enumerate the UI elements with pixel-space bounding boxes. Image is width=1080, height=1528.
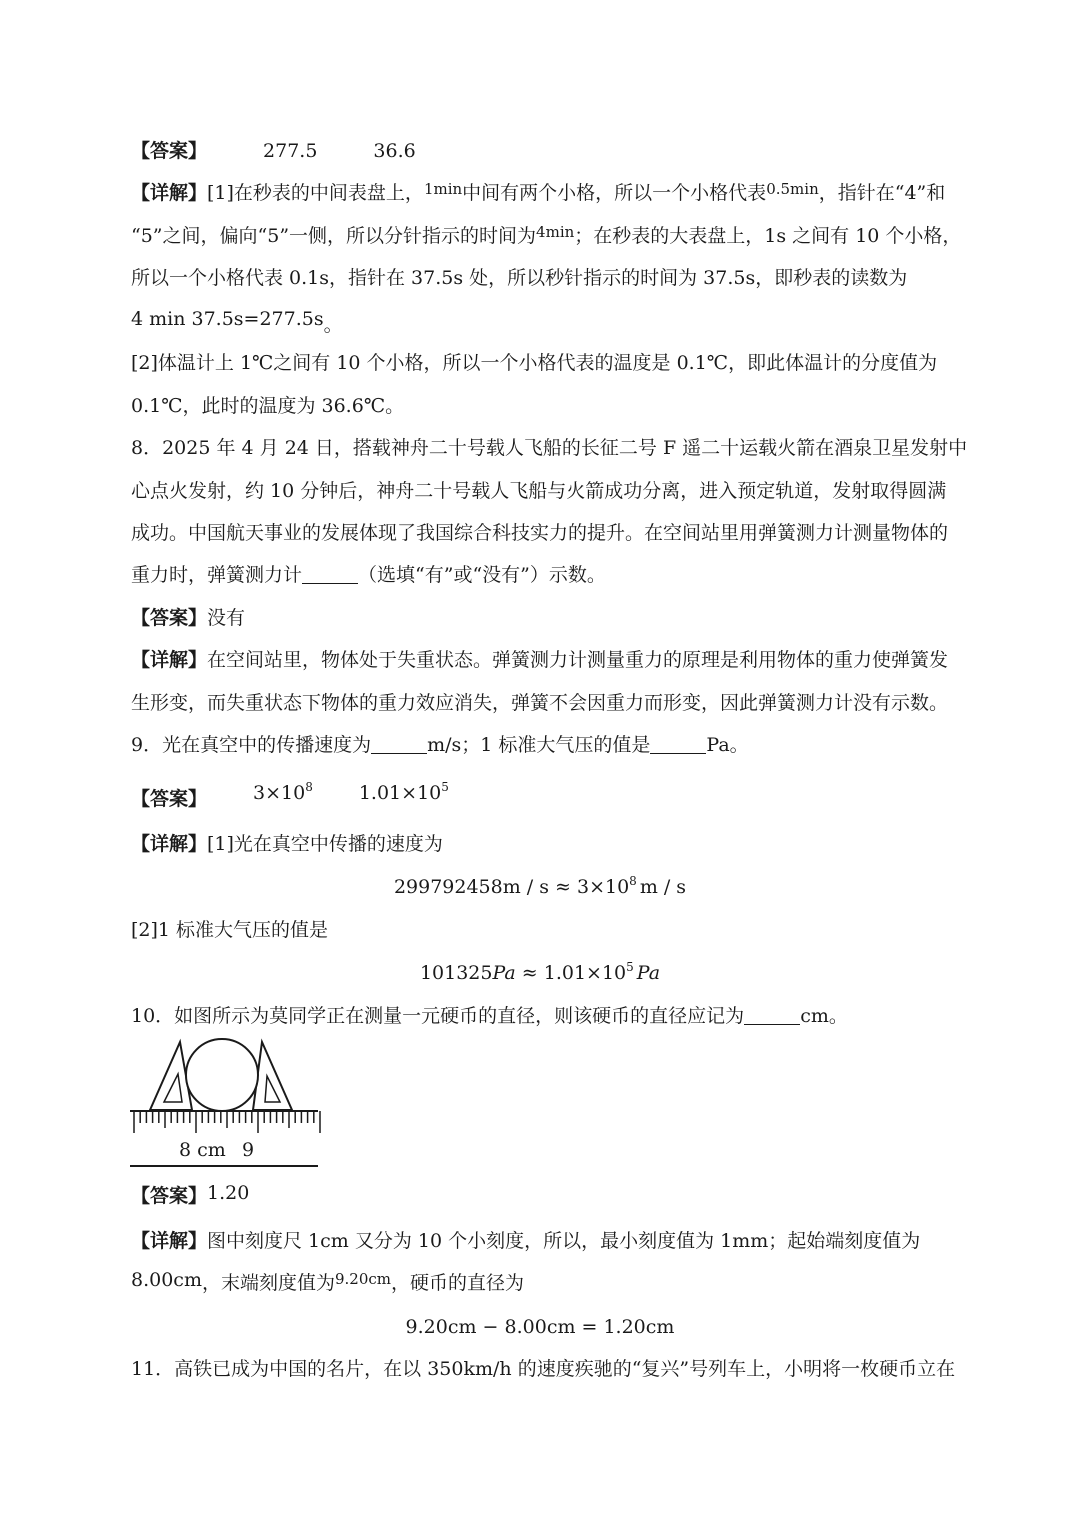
math-unit: Pa	[492, 962, 516, 984]
q7-detail-line-4	[131, 306, 343, 336]
detail-math: 1min	[423, 180, 463, 198]
detail-text: ；在秒表的大表盘上，1s 之间有 10 个小格，	[574, 225, 962, 247]
math-exponent: 5	[626, 960, 634, 974]
ruler-label-9: 9	[242, 1139, 255, 1161]
answer-value: 1.20	[207, 1182, 250, 1204]
answer-blank	[371, 735, 427, 754]
q9-detail-line-1	[131, 831, 443, 857]
answer-value: 没有	[207, 607, 246, 629]
detail-text: 。	[323, 314, 343, 336]
detail-label: 【详解】	[131, 1230, 208, 1252]
q9-equation-2	[0, 960, 1080, 986]
q9-equation-1	[0, 874, 1080, 900]
coin-ruler-figure	[128, 1034, 328, 1174]
q8-line-1: 8．2025 年 4 月 24 日，搭载神舟二十号载人飞船的长征二号 F 遥二十运载火箭在酒泉卫星发射中	[131, 437, 968, 459]
ruler-label-8cm: 8 cm	[179, 1139, 226, 1161]
detail-text: [1]光在真空中传播的速度为	[207, 833, 443, 855]
detail-text: “5”之间，偏向“5”一侧，所以分针指示的时间为	[131, 225, 537, 247]
detail-math: 0.5min	[766, 180, 819, 198]
q7-answer-line	[131, 138, 416, 164]
answer-blank	[744, 1006, 800, 1025]
detail-math: 4 min 37.5s=277.5s	[131, 308, 324, 330]
detail-label: 【详解】	[131, 649, 208, 671]
detail-label: 【详解】	[131, 182, 208, 204]
question-text: cm。	[800, 1005, 848, 1027]
math-exponent: 8	[629, 874, 637, 888]
answer-value-2	[359, 782, 449, 804]
answer-label: 【答案】	[131, 607, 208, 629]
answer-value-2: 36.6	[373, 140, 416, 162]
answer-label: 【答案】	[131, 140, 208, 162]
question-text: 10．如图所示为莫同学正在测量一元硬币的直径，则该硬币的直径应记为	[131, 1005, 745, 1027]
math-text: 101325	[419, 962, 493, 984]
q7-detail-line-1	[131, 180, 945, 207]
q7-detail-line-5: [2]体温计上 1℃之间有 10 个小格，所以一个小格代表的温度是 0.1℃，即此体温计的分度值为	[131, 352, 938, 374]
q10-answer-line	[131, 1183, 249, 1209]
q10-detail-line-2	[131, 1270, 524, 1297]
detail-text: ，末端刻度值为	[201, 1272, 335, 1294]
detail-text: 在空间站里，物体处于失重状态。弹簧测力计测量重力的原理是利用物体的重力使弹簧发	[207, 649, 949, 671]
ruler-icon	[130, 1111, 320, 1133]
q8-detail-line-1	[131, 647, 948, 673]
answer-label: 【答案】	[131, 788, 208, 810]
answer-label: 【答案】	[131, 1185, 208, 1207]
q9-answer-line	[131, 780, 449, 812]
q7-detail-line-2	[131, 223, 961, 250]
q8-detail-line-2: 生形变，而失重状态下物体的重力效应消失，弹簧不会因重力而形变，因此弹簧测力计没有示数。	[131, 692, 949, 714]
detail-text: ，硬币的直径为	[391, 1272, 525, 1294]
detail-label: 【详解】	[131, 833, 208, 855]
question-text: Pa。	[706, 734, 749, 756]
question-text: 9．光在真空中的传播速度为	[131, 734, 372, 756]
detail-math: 9.20cm	[334, 1270, 392, 1288]
q11-line-1: 11．高铁已成为中国的名片，在以 350km/h 的速度疾驰的“复兴”号列车上，小明将一枚硬币立在	[131, 1358, 956, 1380]
math-exponent: 5	[441, 780, 449, 794]
q10-equation: 9.20cm − 8.00cm = 1.20cm	[405, 1316, 675, 1338]
q7-detail-line-3: 所以一个小格代表 0.1s，指针在 37.5s 处，所以秒针指示的时间为 37.5s，即秒表的读数为	[131, 267, 908, 289]
q7-detail-line-6: 0.1℃，此时的温度为 36.6℃。	[131, 395, 405, 417]
math-text: ≈ 1.01×10	[515, 962, 627, 984]
coin-icon	[186, 1039, 258, 1111]
q10-question-line	[131, 1003, 848, 1029]
q9-detail-line-2: [2]1 标准大气压的值是	[131, 919, 329, 941]
q10-detail-line-1	[131, 1228, 920, 1254]
math-text: m / s	[639, 876, 687, 898]
answer-blank	[650, 735, 706, 754]
detail-text: 图中刻度尺 1cm 又分为 10 个小刻度，所以，最小刻度值为 1mm；起始端刻度值为	[207, 1230, 921, 1252]
math-text: 299792458m / s ≈ 3×10	[393, 876, 630, 898]
math-exponent: 8	[305, 780, 313, 794]
detail-math: 8.00cm	[131, 1269, 202, 1291]
answer-value-1	[253, 782, 313, 804]
detail-math: 4min	[536, 223, 575, 241]
q8-answer-line	[131, 605, 245, 631]
q9-question-line	[131, 732, 749, 758]
math-base: 3×10	[253, 782, 306, 804]
answer-value-1: 277.5	[263, 140, 318, 162]
math-unit: Pa	[636, 962, 661, 984]
detail-text: 中间有两个小格，所以一个小格代表	[462, 182, 767, 204]
q8-line-4	[131, 562, 606, 588]
question-text: m/s；1 标准大气压的值是	[427, 734, 651, 756]
q8-line-3: 成功。中国航天事业的发展体现了我国综合科技实力的提升。在空间站里用弹簧测力计测量物体的	[131, 522, 949, 544]
detail-text: ，指针在“4”和	[818, 182, 946, 204]
answer-blank	[302, 565, 358, 584]
q8-line-2: 心点火发射，约 10 分钟后，神舟二十号载人飞船与火箭成功分离，进入预定轨道，发射取得圆满	[131, 480, 947, 502]
math-base: 1.01×10	[358, 782, 442, 804]
detail-text: [1]在秒表的中间表盘上，	[207, 182, 424, 204]
question-text: （选填“有”或“没有”）示数。	[358, 564, 606, 586]
question-text: 重力时，弹簧测力计	[131, 564, 303, 586]
